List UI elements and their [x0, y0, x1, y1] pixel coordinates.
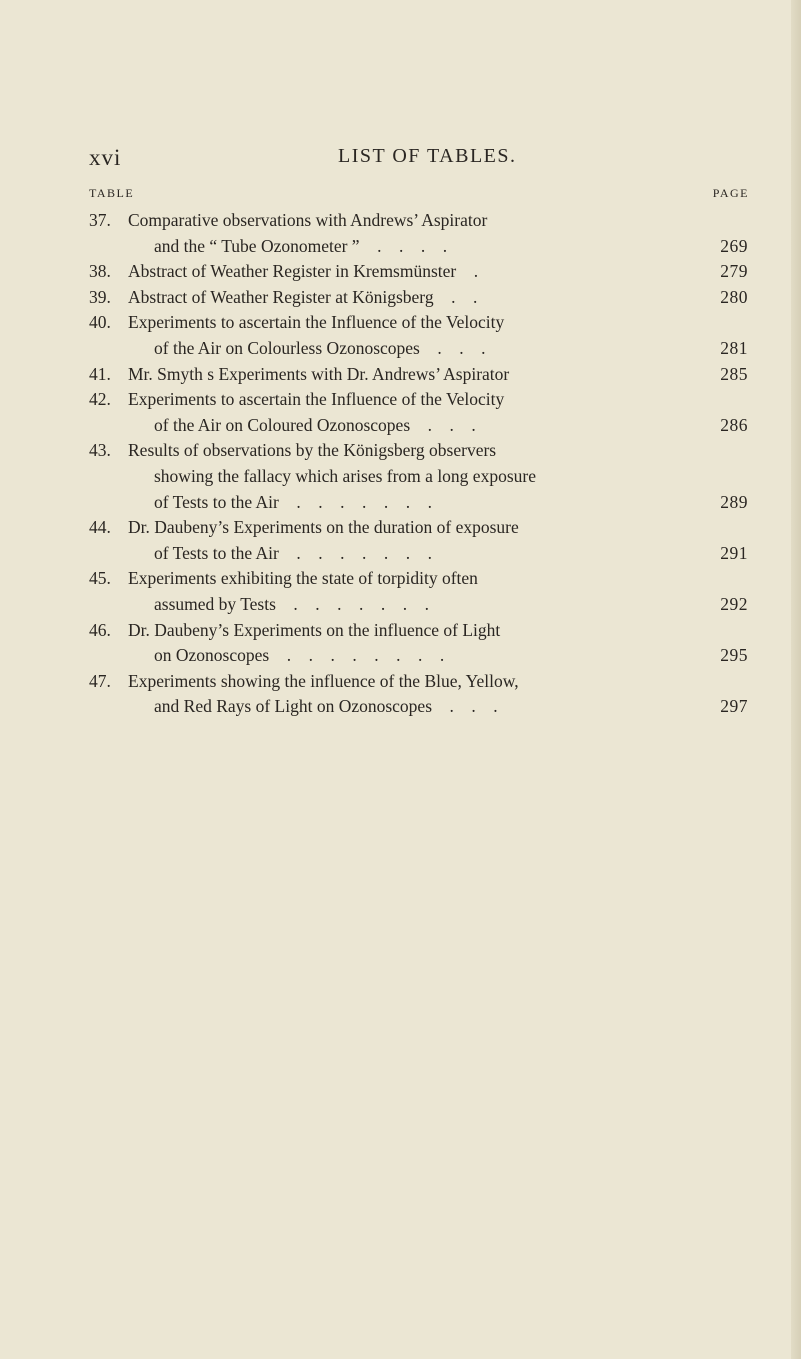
- entry-number: 45.: [89, 568, 111, 589]
- list-item: [0, 669, 801, 720]
- list-item: [0, 515, 801, 566]
- entry-line: [0, 387, 801, 413]
- entry-line: [0, 438, 801, 464]
- entry-title: of the Air on Colourless Ozonoscopes . . .: [154, 337, 486, 358]
- leader-dots: . . . . . . . .: [269, 645, 445, 666]
- entry-title: Experiments to ascertain the Influence of the Velocity: [128, 312, 505, 333]
- entry-line: [0, 259, 801, 285]
- page-folio: xvi: [89, 145, 122, 170]
- entry-number: 41.: [89, 363, 111, 384]
- leader-dots: .: [456, 261, 479, 282]
- list-item: [0, 566, 801, 617]
- list-item: [0, 618, 801, 669]
- entry-line: [0, 310, 801, 336]
- entry-line: [0, 234, 801, 260]
- entry-number: 47.: [89, 670, 111, 691]
- list-item: [0, 362, 801, 388]
- entry-number: 46.: [89, 619, 111, 640]
- entry-page-number: 280: [720, 286, 748, 307]
- entry-number: 39.: [89, 286, 111, 307]
- list-item: [0, 310, 801, 361]
- entry-line: [0, 336, 801, 362]
- list-item: [0, 438, 801, 515]
- entry-line: [0, 541, 801, 567]
- entry-title: Experiments to ascertain the Influence of the Velocity: [128, 389, 505, 410]
- entry-number: 38.: [89, 261, 111, 282]
- column-heading-table: TABLE: [89, 186, 135, 200]
- leader-dots: . . .: [419, 337, 486, 358]
- entry-page-number: 289: [720, 491, 748, 512]
- entry-title: Abstract of Weather Register in Kremsmünster .: [128, 261, 479, 282]
- entry-title: Abstract of Weather Register at Königsberg . .: [128, 286, 478, 307]
- entry-title: showing the fallacy which arises from a long exposure: [154, 465, 536, 486]
- entry-line: [0, 618, 801, 644]
- entry-line: [0, 362, 801, 388]
- leader-dots: . . . .: [359, 235, 448, 256]
- entry-number: 42.: [89, 389, 111, 410]
- entry-page-number: 279: [720, 261, 748, 282]
- list-item: [0, 259, 801, 285]
- entry-number: 44.: [89, 517, 111, 538]
- leader-dots: . . . . . . .: [275, 593, 430, 614]
- entry-page-number: 286: [720, 414, 748, 435]
- running-title: LIST OF TABLES.: [338, 145, 517, 167]
- entry-line: [0, 515, 801, 541]
- entry-title: Comparative observations with Andrews’ Aspirator: [128, 210, 488, 230]
- entry-page-number: 291: [720, 542, 748, 563]
- leader-dots: . .: [433, 286, 478, 307]
- entry-page-number: 281: [720, 337, 748, 358]
- entry-line: [0, 694, 801, 720]
- leader-dots: . . . . . . .: [278, 491, 432, 512]
- entry-title: assumed by Tests . . . . . . .: [154, 593, 430, 614]
- table-list: [0, 208, 801, 720]
- entry-page-number: 285: [720, 363, 748, 384]
- entry-number: 43.: [89, 440, 111, 461]
- entry-line: [0, 464, 801, 490]
- list-item: [0, 387, 801, 438]
- entry-number: 40.: [89, 312, 111, 333]
- entry-page-number: 269: [720, 235, 748, 256]
- leader-dots: . . . . . . .: [278, 542, 432, 563]
- entry-title: Experiments exhibiting the state of torpidity often: [128, 568, 478, 589]
- entry-title: Mr. Smyth s Experiments with Dr. Andrews’ Aspirator: [128, 363, 510, 384]
- entry-title: on Ozonoscopes . . . . . . . .: [154, 645, 445, 666]
- entry-title: Dr. Daubeny’s Experiments on the influence of Light: [128, 619, 501, 640]
- entry-line: [0, 566, 801, 592]
- entry-title: and the “ Tube Ozonometer ” . . . .: [154, 235, 448, 256]
- entry-title: and Red Rays of Light on Ozonoscopes . . .: [154, 696, 498, 717]
- entry-page-number: 295: [720, 645, 748, 666]
- entry-title: of the Air on Coloured Ozonoscopes . . .: [154, 414, 476, 435]
- leader-dots: . . .: [432, 696, 498, 717]
- page-header: [0, 145, 801, 175]
- entry-line: [0, 413, 801, 439]
- list-item: [0, 285, 801, 311]
- entry-title: Experiments showing the influence of the Blue, Yellow,: [128, 670, 519, 691]
- column-heading-page: PAGE: [712, 186, 749, 200]
- entry-line: [0, 592, 801, 618]
- entry-title: Dr. Daubeny’s Experiments on the duration of exposure: [128, 517, 519, 538]
- entry-title: of Tests to the Air . . . . . . .: [154, 542, 432, 563]
- entry-number: 37.: [89, 210, 111, 230]
- entry-page-number: 292: [720, 593, 748, 614]
- list-item: [0, 208, 801, 259]
- entry-line: [0, 208, 801, 234]
- entry-title: of Tests to the Air . . . . . . .: [154, 491, 432, 512]
- leader-dots: . . .: [410, 414, 476, 435]
- entry-line: [0, 643, 801, 669]
- entry-title: Results of observations by the Königsberg observers: [128, 440, 497, 461]
- entry-page-number: 297: [720, 696, 748, 717]
- entry-line: [0, 490, 801, 516]
- entry-line: [0, 285, 801, 311]
- entry-line: [0, 669, 801, 695]
